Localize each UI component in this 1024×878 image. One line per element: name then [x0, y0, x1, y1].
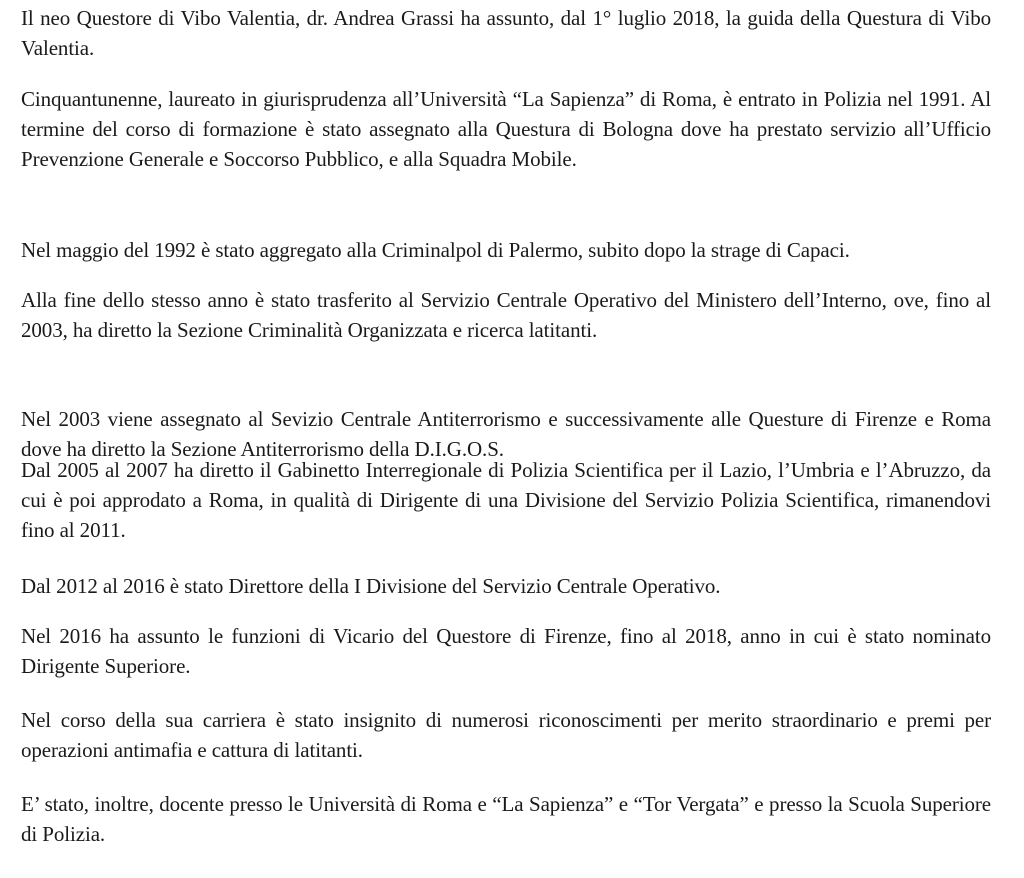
paragraph-antiterrorism: Nel 2003 viene assegnato al Sevizio Centrale Antiterrorismo e successivamente alle Questure di Firenze e Roma dove ha diretto la Sezione Antiterrorismo della D.I.G.O.S.	[21, 407, 991, 461]
paragraph-director: Dal 2012 al 2016 è stato Direttore della I Divisione del Servizio Centrale Operativo.	[21, 574, 721, 598]
paragraph-criminalpol: Nel maggio del 1992 è stato aggregato alla Criminalpol di Palermo, subito dopo la strage di Capaci.	[21, 238, 850, 262]
paragraph-vicar: Nel 2016 ha assunto le funzioni di Vicario del Questore di Firenze, fino al 2018, anno in cui è stato nominato Dirigente Superiore.	[21, 624, 991, 678]
paragraph-education: Cinquantunenne, laureato in giurisprudenza all’Università “La Sapienza” di Roma, è entrato in Polizia nel 1991. Al termine del corso di formazione è stato assegnato alla Questura di Bologna dove ha prestato servizio all’Ufficio Prevenzione Generale e Soccorso Pubblico, e alla Squadra Mobile.	[21, 87, 991, 171]
paragraph-teaching: E’ stato, inoltre, docente presso le Università di Roma e “La Sapienza” e “Tor Vergata” e presso la Scuola Superiore di Polizia.	[21, 792, 991, 846]
paragraph-awards: Nel corso della sua carriera è stato insignito di numerosi riconoscimenti per merito straordinario e premi per operazioni antimafia e cattura di latitanti.	[21, 708, 991, 762]
paragraph-scientific-police: Dal 2005 al 2007 ha diretto il Gabinetto Interregionale di Polizia Scientifica per il Lazio, l’Umbria e l’Abruzzo, da cui è poi approdato a Roma, in qualità di Dirigente di una Divisione del Servizio Polizia Scientifica, rimanendovi fino al 2011.	[21, 458, 991, 542]
paragraph-sco: Alla fine dello stesso anno è stato trasferito al Servizio Centrale Operativo del Ministero dell’Interno, ove, fino al 2003, ha diretto la Sezione Criminalità Organizzata e ricerca latitanti.	[21, 288, 991, 342]
paragraph-appointment: Il neo Questore di Vibo Valentia, dr. Andrea Grassi ha assunto, dal 1° luglio 2018, la guida della Questura di Vibo Valentia.	[21, 6, 991, 60]
